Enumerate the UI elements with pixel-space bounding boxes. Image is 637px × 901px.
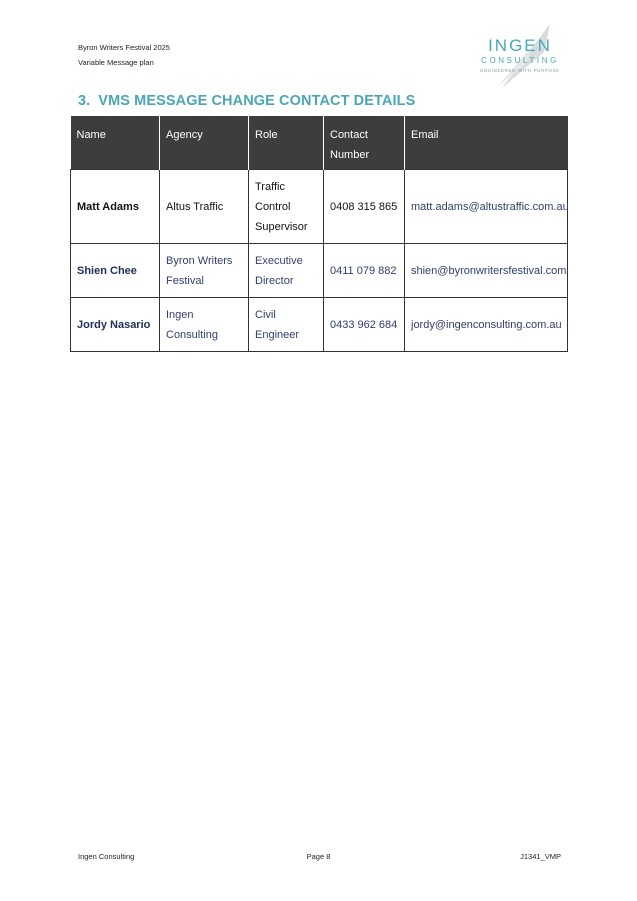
column-header-agency: Agency bbox=[160, 116, 249, 170]
contact-agency: Byron Writers Festival bbox=[160, 244, 249, 298]
table-row bbox=[71, 170, 568, 244]
contact-phone: 0433 962 684 bbox=[324, 298, 405, 352]
contact-name: Shien Chee bbox=[71, 244, 160, 298]
document-header bbox=[78, 40, 170, 70]
contact-table bbox=[70, 116, 568, 352]
column-header-name: Name bbox=[71, 116, 160, 170]
contact-phone: 0411 079 882 bbox=[324, 244, 405, 298]
contact-phone: 0408 315 865 bbox=[324, 170, 405, 244]
company-logo bbox=[474, 24, 566, 88]
header-event-title: Byron Writers Festival 2025 bbox=[78, 43, 170, 52]
column-header-role: Role bbox=[249, 116, 324, 170]
logo-brand: INGEN bbox=[488, 36, 552, 55]
header-document-title: Variable Message plan bbox=[78, 58, 154, 67]
section-number: 3. bbox=[78, 93, 91, 109]
contact-name: Jordy Nasario bbox=[71, 298, 160, 352]
table-header-row bbox=[71, 116, 568, 170]
contact-role: Traffic Control Supervisor bbox=[249, 170, 324, 244]
section-heading bbox=[78, 93, 415, 109]
contact-agency: Altus Traffic bbox=[160, 170, 249, 244]
column-header-email: Email bbox=[405, 116, 568, 170]
contact-email: matt.adams@altustraffic.com.au bbox=[405, 170, 568, 244]
logo-sub: CONSULTING bbox=[481, 56, 559, 65]
section-title: VMS MESSAGE CHANGE CONTACT DETAILS bbox=[98, 93, 416, 109]
column-header-contact-number: Contact Number bbox=[324, 116, 405, 170]
contact-agency: Ingen Consulting bbox=[160, 298, 249, 352]
footer-document-code: J1341_VMP bbox=[520, 852, 561, 861]
logo-tagline: ENGINEERED WITH PURPOSE bbox=[480, 68, 560, 73]
contact-role: Executive Director bbox=[249, 244, 324, 298]
table-row bbox=[71, 298, 568, 352]
footer-company: Ingen Consulting bbox=[78, 852, 135, 861]
footer-page-number: Page 8 bbox=[306, 852, 331, 861]
contact-email: shien@byronwritersfestival.com bbox=[405, 244, 568, 298]
contact-name: Matt Adams bbox=[71, 170, 160, 244]
contact-email: jordy@ingenconsulting.com.au bbox=[405, 298, 568, 352]
table-row bbox=[71, 244, 568, 298]
contact-role: Civil Engineer bbox=[249, 298, 324, 352]
